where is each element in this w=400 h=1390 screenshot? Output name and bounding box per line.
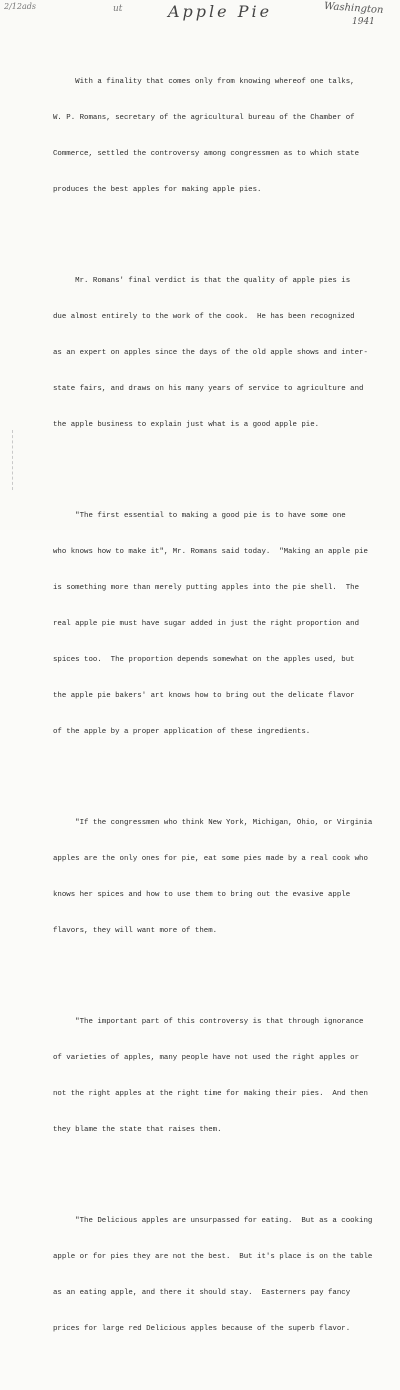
text-line: "The Delicious apples are unsurpassed for eating. But as a cooking <box>53 1217 373 1225</box>
typed-body <box>53 28 373 1390</box>
text-line: is something more than merely putting apples into the pie shell. The <box>53 584 360 592</box>
paragraph <box>53 52 358 220</box>
text-line: produces the best apples for making apple pies. <box>53 186 262 194</box>
text-line: Commerce, settled the controversy among congressmen as to which state <box>53 150 360 158</box>
text-line: spices too. The proportion depends somewhat on the apples used, but <box>53 656 355 664</box>
text-line: not the right apples at the right time for making their pies. And then <box>53 1090 368 1098</box>
paragraph <box>53 1191 373 1359</box>
text-line: who knows how to make it", Mr. Romans said today. "Making an apple pie <box>53 548 368 556</box>
text-line: as an expert on apples since the days of the old apple shows and inter- <box>53 349 368 357</box>
text-line: due almost entirely to the work of the cook. He has been recognized <box>53 313 355 321</box>
text-line: With a finality that comes only from knowing whereof one talks, <box>53 78 355 86</box>
text-line: Mr. Romans' final verdict is that the quality of apple pies is <box>53 277 351 285</box>
handwritten-note-top-left: 2/12ads <box>4 2 36 11</box>
archive-stamp-mark <box>0 430 13 490</box>
handwritten-note-mid: ut <box>113 4 123 14</box>
text-line: the apple pie bakers' art knows how to bring out the delicate flavor <box>53 692 355 700</box>
text-line: W. P. Romans, secretary of the agricultural bureau of the Chamber of <box>53 114 355 122</box>
handwritten-year: 1941 <box>352 17 375 27</box>
text-line: apples are the only ones for pie, eat some pies made by a real cook who <box>53 855 368 863</box>
paragraph <box>53 793 373 961</box>
text-line: prices for large red Delicious apples because of the superb flavor. <box>53 1325 351 1333</box>
text-line: apple or for pies they are not the best. But it's place is on the table <box>53 1253 373 1261</box>
text-line: "If the congressmen who think New York, Michigan, Ohio, or Virginia <box>53 819 373 827</box>
text-line: "The important part of this controversy is that through ignorance <box>53 1018 364 1026</box>
text-line: of varieties of apples, many people have not used the right apples or <box>53 1054 360 1062</box>
paragraph <box>53 486 368 762</box>
handwritten-title: Apple Pie <box>168 2 273 21</box>
text-line: "The first essential to making a good pie is to have some one <box>53 512 346 520</box>
paragraph <box>53 251 368 455</box>
text-line: real apple pie must have sugar added in just the right proportion and <box>53 620 360 628</box>
text-line: knows her spices and how to use them to bring out the evasive apple <box>53 891 351 899</box>
text-line: of the apple by a proper application of these ingredients. <box>53 728 311 736</box>
text-line: as an eating apple, and there it should stay. Easterners pay fancy <box>53 1289 351 1297</box>
text-line: they blame the state that raises them. <box>53 1126 222 1134</box>
handwritten-location: Washington <box>323 0 384 17</box>
text-line: state fairs, and draws on his many years of service to agriculture and <box>53 385 364 393</box>
text-line: the apple business to explain just what is a good apple pie. <box>53 421 320 429</box>
paragraph <box>53 992 368 1160</box>
text-line: flavors, they will want more of them. <box>53 927 218 935</box>
